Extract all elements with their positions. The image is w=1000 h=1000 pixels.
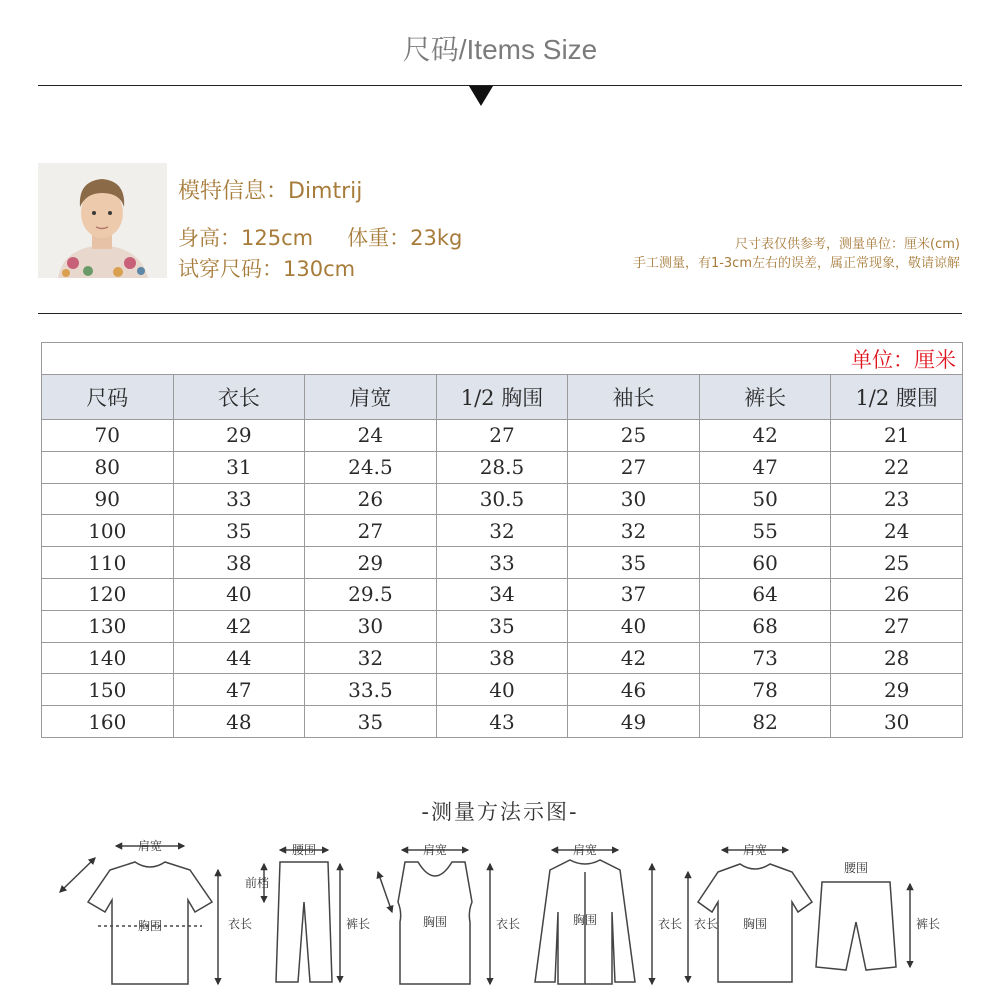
tshirt-shorts-icon: [688, 850, 910, 982]
label-pants-length: 裤长: [346, 917, 371, 931]
label-length: 衣长: [658, 917, 683, 931]
label-shoulder: 肩宽: [572, 843, 598, 857]
table-body: [42, 420, 963, 738]
table-row: [42, 451, 963, 483]
table-cell: 130: [42, 610, 174, 642]
table-cell: 48: [173, 706, 305, 738]
table-cell: 70: [42, 420, 174, 452]
table-cell: 35: [568, 547, 700, 579]
table-cell: 49: [568, 706, 700, 738]
table-cell: 140: [42, 642, 174, 674]
table-cell: 55: [699, 515, 831, 547]
table-header-row: [42, 375, 963, 420]
table-cell: 33: [173, 483, 305, 515]
table-cell: 24: [831, 515, 963, 547]
table-cell: 82: [699, 706, 831, 738]
label-shoulder: 肩宽: [422, 843, 448, 857]
label-chest: 胸围: [137, 919, 163, 933]
size-table: [41, 342, 963, 738]
table-row: [42, 515, 963, 547]
table-cell: 33: [436, 547, 568, 579]
label-chest: 胸围: [742, 917, 768, 931]
table-cell: 30.5: [436, 483, 568, 515]
table-cell: 68: [699, 610, 831, 642]
table-cell: 160: [42, 706, 174, 738]
table-cell: 80: [42, 451, 174, 483]
table-cell: 28: [831, 642, 963, 674]
column-header: 肩宽: [305, 375, 437, 420]
method-title: -测量方法示图-: [421, 800, 579, 824]
model-name: 模特信息：Dimtrij: [178, 179, 363, 204]
column-header: 裤长: [699, 375, 831, 420]
table-cell: 42: [173, 610, 305, 642]
label-chest: 胸围: [572, 913, 598, 927]
measurement-diagram-svg: [40, 832, 964, 992]
table-cell: 43: [436, 706, 568, 738]
table-cell: 24.5: [305, 451, 437, 483]
model-measurements: [178, 222, 462, 252]
table-cell: 27: [305, 515, 437, 547]
table-cell: 42: [568, 642, 700, 674]
table-cell: 27: [831, 610, 963, 642]
table-cell: 26: [305, 483, 437, 515]
table-cell: 28.5: [436, 451, 568, 483]
pants-icon: [264, 850, 340, 982]
table-cell: 44: [173, 642, 305, 674]
table-row: [42, 642, 963, 674]
table-cell: 60: [699, 547, 831, 579]
table-cell: 23: [831, 483, 963, 515]
label-shoulder: 肩宽: [742, 843, 768, 857]
table-cell: 47: [699, 451, 831, 483]
column-header: 衣长: [173, 375, 305, 420]
label-rise: 前档: [245, 876, 270, 890]
table-cell: 29: [305, 547, 437, 579]
table-cell: 32: [305, 642, 437, 674]
table-cell: 27: [436, 420, 568, 452]
top-divider: [38, 85, 962, 86]
unit-label: 单位：厘米: [42, 343, 963, 375]
table-row: [42, 706, 963, 738]
table-cell: 110: [42, 547, 174, 579]
column-header: 1/2 腰围: [831, 375, 963, 420]
table-row: [42, 578, 963, 610]
table-cell: 100: [42, 515, 174, 547]
table-cell: 29.5: [305, 578, 437, 610]
table-cell: 38: [436, 642, 568, 674]
table-cell: 27: [568, 451, 700, 483]
table-cell: 25: [831, 547, 963, 579]
table-cell: 32: [568, 515, 700, 547]
model-height: 身高：125cm: [178, 226, 314, 250]
tshirt-icon: [60, 846, 218, 984]
label-waist: 腰围: [843, 861, 869, 875]
label-pants-length: 裤长: [916, 917, 941, 931]
note-reference: 尺寸表仅供参考，测量单位：厘米(cm): [735, 237, 960, 252]
table-cell: 64: [699, 578, 831, 610]
table-cell: 30: [568, 483, 700, 515]
table-cell: 30: [305, 610, 437, 642]
table-cell: 22: [831, 451, 963, 483]
table-cell: 35: [173, 515, 305, 547]
note-tolerance: 手工测量，有1-3cm左右的误差，属正常现象，敬请谅解: [632, 256, 960, 271]
column-header: 尺码: [42, 375, 174, 420]
table-row: [42, 674, 963, 706]
measurement-diagram: [40, 832, 964, 992]
model-try-size: 试穿尺码：130cm: [178, 257, 356, 281]
table-cell: 47: [173, 674, 305, 706]
table-cell: 25: [568, 420, 700, 452]
section-divider: [38, 313, 962, 314]
table-cell: 40: [173, 578, 305, 610]
table-cell: 38: [173, 547, 305, 579]
table-cell: 26: [831, 578, 963, 610]
column-header: 1/2 胸围: [436, 375, 568, 420]
table-cell: 35: [436, 610, 568, 642]
label-waist: 腰围: [291, 843, 317, 857]
table-cell: 37: [568, 578, 700, 610]
table-cell: 40: [436, 674, 568, 706]
page-title: 尺码/Items Size: [402, 34, 598, 65]
table-cell: 50: [699, 483, 831, 515]
down-arrow-icon: [469, 86, 493, 106]
table-cell: 29: [173, 420, 305, 452]
model-photo: [38, 163, 167, 278]
table-cell: 31: [173, 451, 305, 483]
column-header: 袖长: [568, 375, 700, 420]
table-cell: 35: [305, 706, 437, 738]
label-length: 衣长: [228, 917, 253, 931]
table-cell: 34: [436, 578, 568, 610]
table-row: [42, 483, 963, 515]
table-cell: 29: [831, 674, 963, 706]
table-cell: 46: [568, 674, 700, 706]
table-cell: 150: [42, 674, 174, 706]
table-cell: 90: [42, 483, 174, 515]
table-row: [42, 547, 963, 579]
label-shoulder: 肩宽: [137, 839, 163, 853]
table-row: [42, 420, 963, 452]
table-cell: 21: [831, 420, 963, 452]
table-cell: 40: [568, 610, 700, 642]
table-cell: 24: [305, 420, 437, 452]
label-length: 衣长: [496, 917, 521, 931]
table-cell: 32: [436, 515, 568, 547]
label-length: 衣长: [694, 917, 719, 931]
table-cell: 78: [699, 674, 831, 706]
label-chest: 胸围: [422, 915, 448, 929]
table-cell: 120: [42, 578, 174, 610]
table-row: [42, 610, 963, 642]
table-cell: 42: [699, 420, 831, 452]
model-weight: 体重：23kg: [347, 226, 463, 250]
table-cell: 33.5: [305, 674, 437, 706]
table-cell: 30: [831, 706, 963, 738]
table-cell: 73: [699, 642, 831, 674]
